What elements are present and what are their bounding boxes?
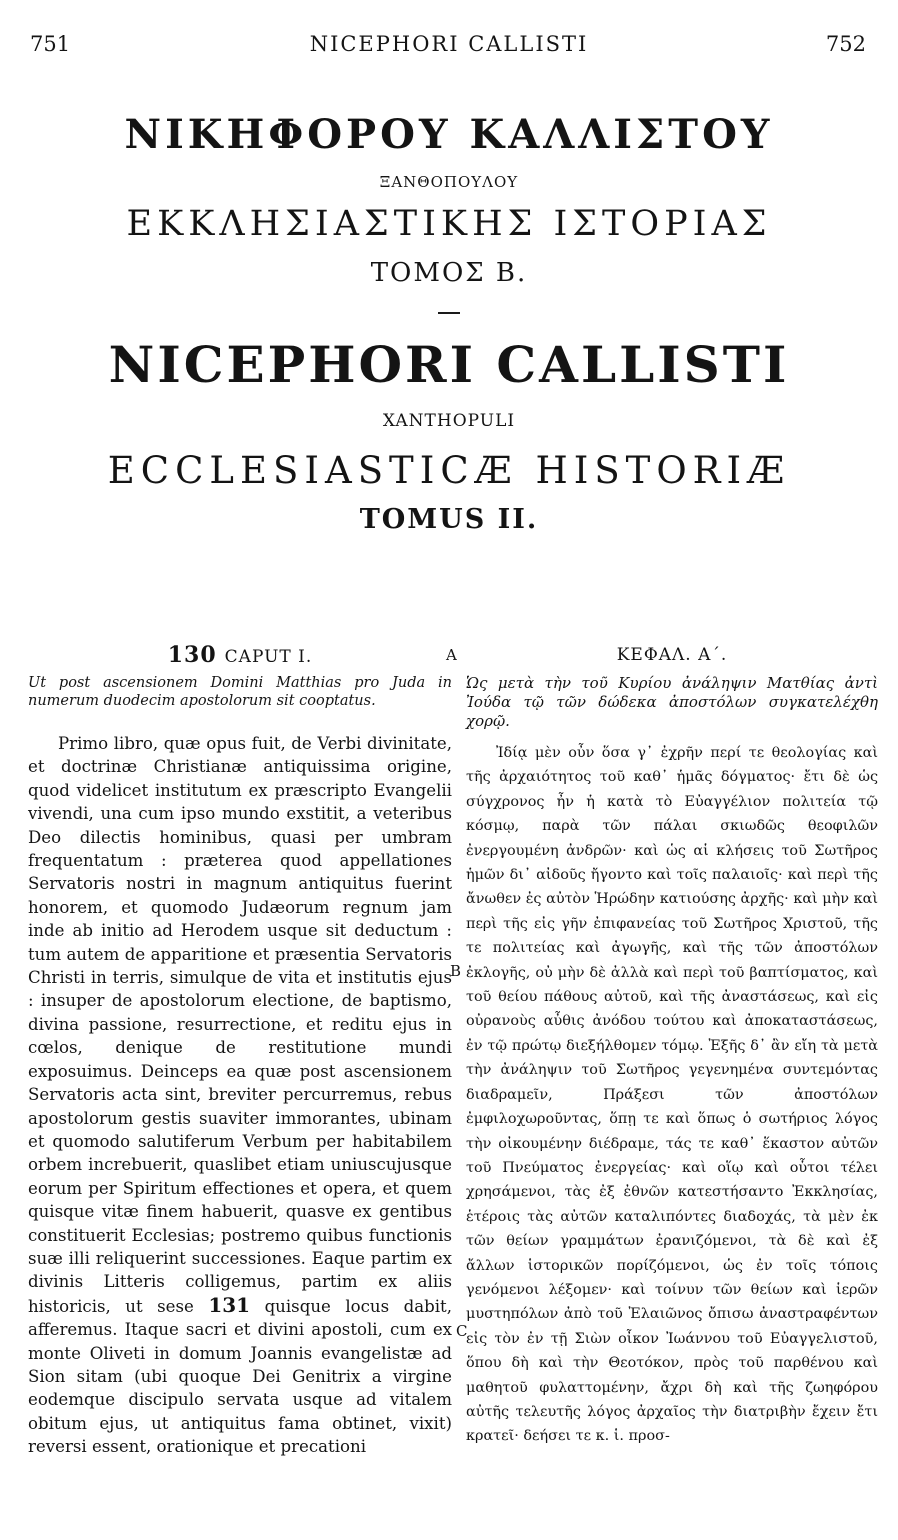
margin-letter-b: B: [450, 962, 462, 980]
greek-author-title: ΝΙΚΗΦΟΡΟΥ ΚΑΛΛΙΣΤΟΥ: [124, 111, 774, 158]
chapter-label: CAPUT I.: [224, 647, 313, 667]
latin-column: [28, 640, 452, 1459]
latin-author-subtitle: XANTHOPULI: [382, 411, 516, 431]
greek-chapter-heading: ΚΕΦΑΛ. Α΄.: [616, 645, 728, 665]
margin-letter-a: A: [446, 646, 457, 664]
latin-chapter-heading: [28, 640, 452, 670]
greek-body-content: Ἰδίᾳ μὲν οὖν ὅσα γ᾿ ἐχρῆν περί τε θεολογίας καὶ τῆς ἀρχαιότητος τοῦ καθ᾿ ἡμᾶς δόγματος· ἔτι δὲ ὡς σύγχρονος ἦν ἡ κατὰ τὸ Εὐαγγέλιον πολιτεία τῷ κόσμῳ, παρὰ τῶν πάλαι σκιωδῶς θεοφιλῶν ἐνεργουμένη ἀνδρῶν· καὶ ὡς αἱ κλήσεις τοῦ Σωτῆρος ἡμῶν δι᾿ αἰδοῦς ἤγοντο καὶ τοῖς παλαιοῖς· καὶ περὶ τῆς ἄνωθεν ἐς αὐτὸν Ἡρώδην κατιούσης ἀρχῆς· καὶ μὴν καὶ περὶ τῆς εἰς γῆν ἐπιφανείας τοῦ Σωτῆρος Χριστοῦ, τῆς τε πολιτείας καὶ ἀγωγῆς, καὶ τῆς τῶν ἀποστόλων ἐκλογῆς, οὐ μὴν δὲ ἀλλὰ καὶ περὶ τοῦ βαπτίσματος, καὶ τοῦ θείου πάθους αὐτοῦ, καὶ τῆς ἀναστάσεως, καὶ εἰς οὐρανοὺς αὖθις ἀνόδου τούτου καὶ ἀποκαταστάσεως, ἐν τῷ πρώτῳ διεξήλθομεν τόμῳ. Ἐξῆς δ᾿ ἂν εἴη τὰ μετὰ τὴν ἀνάληψιν τοῦ Σωτῆρος γεγενημένα συντεμόντας διαδραμεῖν, Πράξεσι τῶν ἀποστόλων ἐμφιλοχωροῦντας, ὅπῃ τε καὶ ὅπως ὁ σωτήριος λόγος τὴν οἰκουμένην διέδραμε, τάς τε καθ᾿ ἕκαστον αὐτῶν τοῦ Πνεύματος ἐνεργείας· καὶ οἵῳ καὶ οὗτοι τέλει χρησάμενοι, τὰς ἐξ ἐθνῶν κατεστήσαντο Ἐκκλησίας, ἑτέροις τὰς αὐτῶν καταλιπόντες διαδοχάς, τὰ μὲν ἐκ τῶν θείων γραμμάτων ἐρανιζόμενοι, τὰ δὲ καὶ ἐξ ἄλλων ἱστορικῶν πορίζόμενοι, ὡς ἐν τοῖς τόποις γενόμενοι λέξομεν· καὶ τοίνυν τῶν θείων καὶ ἱερῶν μυστηπόλων ἀπὸ τοῦ Ἐλαιῶνος ὄπισω ἀναστραφέντων εἰς τὸν ἐν τῇ Σιὼν οἶκον Ἰωάννου τοῦ Εὐαγγελιστοῦ, ὅπου δὴ καὶ τὴν Θεοτόκον, πρὸς τοῦ παρθένου καὶ μαθητοῦ φυλαττομένην, ἄχρι δὴ καὶ τῆς ζωηφόρου αὐτῆς τελευτῆς λόγος ἀρχαῖος τὴν διατριβὴν ἔχειν ἔτι κρατεῖ· δεήσει τε κ. ἱ. προσ-: [466, 745, 878, 1445]
margin-number: 130: [167, 642, 217, 668]
margin-letter-c: C: [456, 1322, 468, 1340]
title-block: [0, 105, 898, 540]
running-title: NICEPHORI CALLISTI: [309, 32, 589, 56]
latin-work-title: ECCLESIASTICÆ HISTORIÆ: [107, 449, 791, 492]
latin-author-title: NICEPHORI CALLISTI: [108, 335, 790, 394]
title-divider: [438, 312, 460, 314]
latin-volume: TOMUS II.: [359, 504, 539, 535]
greek-volume: ΤΟΜΟΣ Β.: [370, 258, 528, 288]
page-number-right: 752: [825, 32, 866, 56]
greek-chapter-summary: Ὡς μετὰ τὴν τοῦ Κυρίου ἀνάληψιν Ματθίας ἀντὶ Ἰούδα τῷ τῶν δώδεκα ἀποστόλων συγκατελέχθη χορῷ.: [466, 674, 878, 730]
greek-body-text: [466, 741, 878, 1449]
latin-chapter-summary: Ut post ascensionem Domini Matthias pro Juda in numerum duodecim apostolorum sit cooptatus.: [28, 675, 452, 709]
latin-body-text: [28, 732, 452, 1459]
greek-author-subtitle: ΞΑΝΘΟΠΟΥΛΟΥ: [379, 173, 519, 191]
latin-body-part1: Primo libro, quæ opus fuit, de Verbi divinitate, et doctrinæ Christianæ antiquissima origine, quod videlicet institutum ex præscripto Evangelii vivendi, una cum ipso mundo exstitit, a veteribus Deo dilectis hominibus, quasi per umbram frequentatum : præterea quod appellationes Servatoris nostri in magnum antiquitus fuerint honorem, et quomodo Judæorum regnum jam inde ab initio ad Herodem usque sit deductum : tum autem de apparitione et præsentia Servatoris Christi in terris, simulque de vita et institutis ejus : insuper de apostolorum electione, de baptismo, divina passione, resurrectione, et reditu ejus in cœlos, denique de restitutione mundi exposuimus. Deinceps ea quæ post ascensionem Servatoris acta sint, breviter percurremus, rebus apostolorum gestis suaviter immorantes, ubinam et quomodo salutiferum Verbum per habitabilem orbem increbuerit, quaslibet etiam uniuscujusque eorum per Spiritum effectiones et opera, et quem quisque vitæ finem habuerit, quasve ex gentibus constituerit Ecclesias; postremo quibus functionis suæ illi reliquerint successiones. Eaque partim ex divinis Litteris colligemus, partim ex aliis historicis, ut sese: [28, 734, 452, 1316]
running-head: [0, 32, 898, 62]
latin-body-part2: quisque locus dabit, afferemus. Itaque sacri et divini apostoli, cum ex monte Oliveti in domum Joannis evangelistæ ad Sion sitam (ubi quoque Dei Genitrix a virgine eodemque discipulo servata usque ad vitalem obitum ejus, ut antiquitus fama obtinet, vixit) reversi essent, orationique et precationi: [28, 1296, 452, 1457]
greek-work-title: ΕΚΚΛΗΣΙΑΣΤΙΚΗΣ ΙΣΤΟΡΙΑΣ: [126, 204, 772, 244]
inline-margin-number: 131: [208, 1292, 251, 1317]
page-number-left: 751: [30, 32, 71, 56]
greek-column: [466, 640, 878, 1449]
